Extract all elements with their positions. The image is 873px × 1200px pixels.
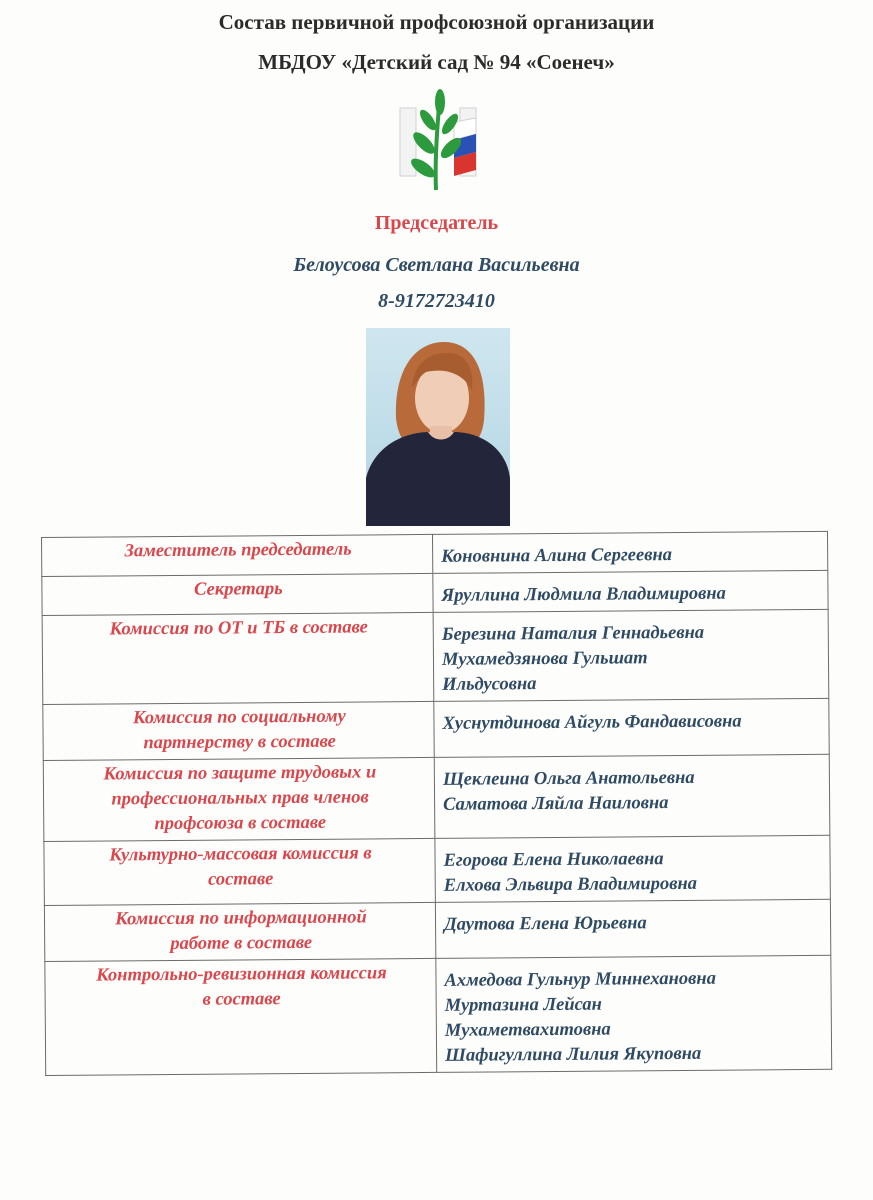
role-cell	[42, 612, 434, 704]
members-cell	[436, 955, 832, 1072]
role-text: Комиссия по социальному	[132, 706, 346, 729]
role-cell	[44, 838, 435, 905]
members-cell	[435, 899, 830, 958]
role-text: профсоюза в составе	[154, 812, 327, 835]
member-name: Мухаметвахитовна	[444, 1019, 611, 1041]
members-cell	[433, 609, 829, 701]
chairman-role-heading: Председатель	[374, 212, 499, 234]
committee-table	[41, 531, 832, 1076]
table-row	[44, 899, 830, 961]
member-name: Хуснутдинова Айгуль Фандависовна	[442, 711, 742, 734]
table-row	[43, 754, 830, 841]
member-name: Егорова Елена Николаевна	[443, 849, 664, 871]
role-text: в составе	[202, 989, 281, 1010]
table-row	[45, 955, 832, 1075]
document-title-line-1: Состав первичной профсоюзной организации	[218, 10, 655, 34]
member-name: Муртазина Лейсан	[444, 994, 602, 1016]
role-text: Комиссия по защите трудовых и	[103, 762, 377, 785]
role-text: Заместитель председатель	[124, 539, 352, 562]
chairman-phone: 8-9172723410	[378, 290, 495, 312]
member-name: Саматова Ляйла Наиловна	[443, 793, 669, 815]
member-name: Ильдусовна	[442, 674, 537, 695]
table-row	[42, 570, 828, 615]
member-name: Ахмедова Гульнур Миннехановна	[444, 968, 716, 991]
member-name: Даутова Елена Юрьевна	[443, 913, 647, 935]
role-text: профессиональных прав членов	[111, 787, 369, 810]
table-row	[43, 698, 829, 760]
trade-union-logo-icon	[396, 88, 480, 196]
role-text: Культурно-массовая комиссия в	[109, 843, 372, 866]
role-text: партнерству в составе	[143, 731, 336, 754]
table-row	[44, 835, 830, 905]
role-text: Комиссия по ОТ и ТБ в составе	[109, 617, 368, 640]
member-name: Яруллина Людмила Владимировна	[441, 583, 726, 606]
role-text: работе в составе	[170, 932, 313, 954]
role-text: Секретарь	[194, 579, 283, 600]
role-cell	[43, 757, 435, 841]
members-cell	[435, 835, 830, 902]
member-name: Березина Наталия Геннадьевна	[441, 622, 705, 645]
role-cell	[44, 902, 435, 961]
table-row	[42, 531, 828, 576]
role-text: составе	[208, 869, 274, 890]
document-title-line-2: МБДОУ «Детский сад № 94 «Соенеч»	[258, 50, 615, 74]
members-cell	[433, 570, 828, 612]
chairman-name: Белоусова Светлана Васильевна	[293, 254, 580, 276]
members-cell	[434, 698, 829, 757]
members-cell	[434, 754, 830, 838]
member-name: Шафигуллина Лилия Якуповна	[445, 1043, 702, 1066]
role-cell	[43, 701, 434, 760]
member-name: Щеклеина Ольга Анатольевна	[442, 767, 695, 790]
role-cell	[42, 534, 433, 576]
table-row	[42, 609, 829, 704]
role-cell	[42, 573, 433, 615]
role-text: Контрольно-ревизионная комиссия	[96, 963, 387, 986]
role-text: Комиссия по информационной	[115, 907, 367, 930]
member-name: Коновнина Алина Сергеевна	[441, 545, 673, 567]
chairman-portrait-image	[366, 328, 510, 526]
role-cell	[45, 958, 437, 1075]
member-name: Елхова Эльвира Владимировна	[443, 873, 698, 896]
chairman-photo	[366, 328, 510, 526]
member-name: Мухамедзянова Гульшат	[441, 648, 648, 670]
members-cell	[432, 531, 827, 573]
